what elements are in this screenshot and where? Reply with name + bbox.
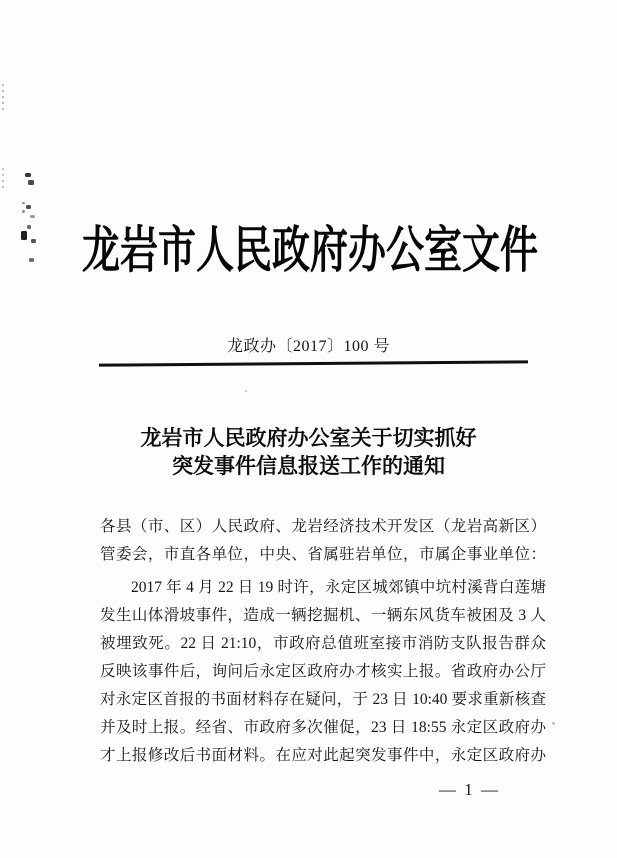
scan-artifact	[28, 180, 34, 185]
salutation-line: 管委会，市直各单位，中央、省属驻岩单位，市属企事业单位：	[100, 546, 546, 563]
document-title	[0, 424, 617, 480]
body-paragraph-line: 发生山体滑坡事件，造成一辆挖掘机、一辆东风货车被困及 3 人	[100, 607, 546, 624]
scan-artifact	[25, 173, 31, 177]
scan-artifact	[21, 231, 27, 240]
body-paragraph-line: 2017 年 4 月 22 日 19 时许，永定区城郊镇中坑村溪背白莲塘	[131, 579, 546, 596]
scan-artifact	[26, 205, 31, 209]
scan-artifact	[2, 84, 4, 110]
body-paragraph-line: 对永定区首报的书面材料存在疑问，于 23 日 10:40 要求重新核查	[100, 691, 546, 708]
letterhead-title: 龙岩市人民政府办公室文件	[81, 222, 538, 278]
scan-artifact	[27, 225, 31, 229]
header-rule	[99, 360, 528, 366]
scan-artifact	[31, 239, 36, 243]
scan-artifact	[22, 202, 25, 204]
scan-artifact	[22, 210, 25, 213]
scan-artifact	[29, 258, 34, 262]
page-number: — 1 —	[439, 780, 500, 799]
doc-number: 龙政办〔2017〕100 号	[226, 338, 390, 355]
body-paragraph-line: 反映该事件后，询问后永定区政府办才核实上报。省政府办公厅	[100, 663, 546, 680]
scan-artifact	[552, 722, 555, 725]
document-title-line2: 突发事件信息报送工作的通知	[172, 454, 445, 478]
scan-artifact	[30, 215, 35, 218]
salutation-line: 各县（市、区）人民政府、龙岩经济技术开发区（龙岩高新区）	[100, 518, 546, 535]
document-body	[100, 513, 546, 770]
body-paragraph-line: 并及时上报。经省、市政府多次催促，23 日 18:55 永定区政府办	[100, 719, 546, 736]
document-title-line1: 龙岩市人民政府办公室关于切实抓好	[140, 426, 477, 450]
scan-artifact	[2, 168, 4, 192]
scan-artifact	[245, 390, 247, 392]
body-paragraph-line: 才上报修改后书面材料。在应对此起突发事件中，永定区政府办	[100, 747, 546, 764]
body-paragraph-line: 被埋致死。22 日 21:10，市政府总值班室接市消防支队报告群众	[100, 635, 546, 652]
